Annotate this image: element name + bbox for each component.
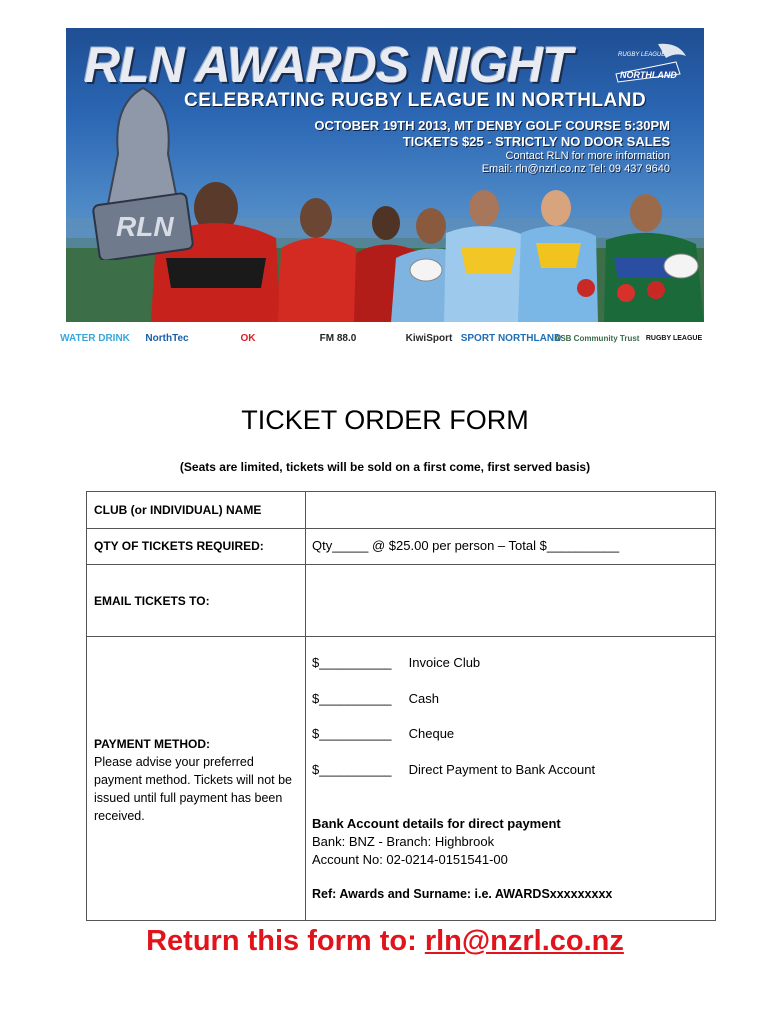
return-instruction	[0, 925, 770, 958]
payment-row	[87, 637, 715, 920]
payment-method-desc: Please advise your preferred payment method. Tickets will not be issued until full payment has been received.	[94, 755, 293, 823]
email-label: EMAIL TICKETS TO:	[94, 594, 210, 608]
seats-note: (Seats are limited, tickets will be sold on a first come, first served basis)	[179, 460, 591, 474]
bank-details	[312, 815, 561, 869]
return-email-link[interactable]: rln@nzrl.co.nz	[424, 925, 624, 957]
pay-option-cash[interactable]	[312, 691, 439, 706]
payment-reference: Ref: Awards and Surname: i.e. AWARDSxxxxxxxxx	[312, 887, 613, 901]
sponsor-name: KiwiSport	[405, 332, 453, 344]
club-name-row	[87, 492, 715, 529]
club-name-field[interactable]	[306, 492, 714, 528]
northland-logo	[606, 38, 690, 88]
sponsor-logo	[130, 322, 204, 354]
sponsor-logo	[554, 322, 640, 354]
trophy-text: RLN	[116, 211, 174, 242]
pay-option-invoice[interactable]	[312, 655, 480, 670]
club-name-label: CLUB (or INDIVIDUAL) NAME	[94, 503, 262, 517]
email-field[interactable]	[306, 565, 714, 636]
sponsor-logo	[218, 322, 278, 354]
bank-heading: Bank Account details for direct payment	[312, 816, 561, 831]
return-prefix: Return this form to:	[146, 925, 425, 957]
event-banner	[66, 28, 704, 322]
bank-account: Account No: 02-0214-0151541-00	[312, 852, 508, 867]
event-info	[314, 118, 670, 176]
sponsor-name: SPORT NORTHLAND	[460, 332, 562, 344]
sponsor-name: WATER DRINK	[60, 332, 130, 344]
sponsor-name: ASB Community Trust	[554, 333, 640, 343]
sponsor-logo	[302, 322, 374, 354]
payment-method-label: PAYMENT METHOD:	[94, 737, 211, 751]
sponsor-name: FM 88.0	[319, 332, 357, 344]
logo-text: NORTHLAND	[620, 70, 677, 80]
ticket-price: TICKETS $25 - STRICTLY NO DOOR SALES	[402, 134, 670, 149]
payment-method-text	[94, 735, 299, 825]
pay-option-label: Cheque	[408, 726, 455, 741]
amount-blank[interactable]: $__________	[312, 762, 392, 777]
contact-details: Email: rln@nzrl.co.nz Tel: 09 437 9640	[481, 163, 670, 175]
amount-blank[interactable]: $__________	[312, 691, 392, 706]
form-title: TICKET ORDER FORM	[241, 405, 529, 435]
banner-subtitle: CELEBRATING RUGBY LEAGUE IN NORTHLAND	[184, 90, 647, 111]
pay-option-direct[interactable]	[312, 762, 595, 777]
sponsor-logo	[60, 322, 130, 354]
sponsor-name: OK	[240, 332, 256, 344]
sponsor-name: RUGBY LEAGUE	[645, 334, 703, 342]
contact-line: Contact RLN for more information	[505, 150, 670, 162]
pay-option-cheque[interactable]	[312, 726, 454, 741]
sponsor-logo	[460, 322, 562, 354]
qty-row	[87, 529, 715, 565]
email-row	[87, 565, 715, 637]
qty-field[interactable]: Qty_____ @ $25.00 per person – Total $__________	[312, 538, 620, 553]
logo-text-top: RUGBY LEAGUE	[618, 52, 666, 58]
amount-blank[interactable]: $__________	[312, 655, 392, 670]
bank-branch: Bank: BNZ - Branch: Highbrook	[312, 834, 495, 849]
sponsor-logo	[646, 322, 702, 354]
pay-option-label: Direct Payment to Bank Account	[408, 762, 596, 777]
sponsor-logo	[396, 322, 462, 354]
banner-title: RLN AWARDS NIGHT	[84, 37, 572, 93]
pay-option-label: Cash	[408, 691, 439, 706]
amount-blank[interactable]: $__________	[312, 726, 392, 741]
sponsor-name: NorthTec	[145, 332, 189, 344]
qty-label: QTY OF TICKETS REQUIRED:	[94, 539, 264, 553]
event-date-venue: OCTOBER 19TH 2013, MT DENBY GOLF COURSE 5:30PM	[314, 118, 670, 133]
sponsor-strip	[60, 322, 704, 354]
order-form-table	[86, 491, 716, 921]
pay-option-label: Invoice Club	[408, 655, 481, 670]
